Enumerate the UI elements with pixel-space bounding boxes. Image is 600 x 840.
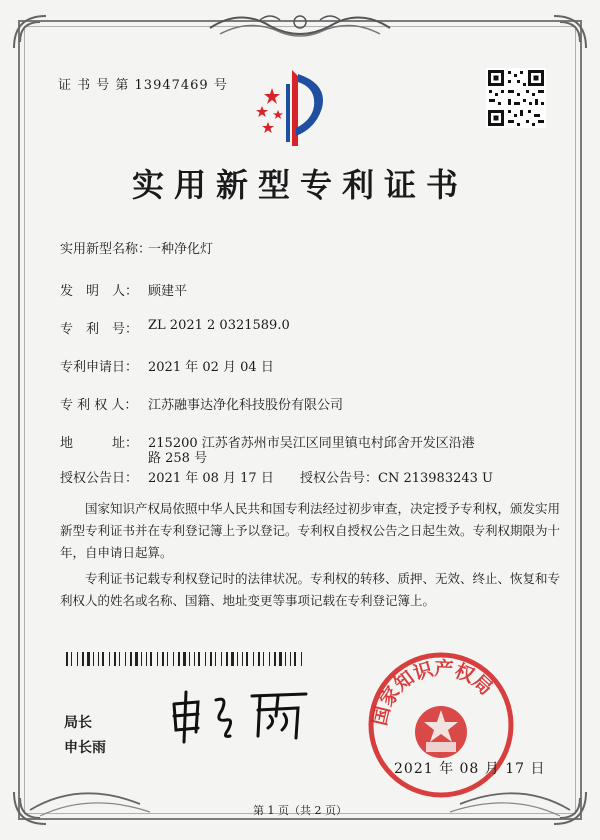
seal-date: 2021 年 08 月 17 日 <box>394 761 546 777</box>
field-patent-number <box>60 318 290 337</box>
field-value: 一种净化灯 <box>148 242 214 257</box>
address-line-2: 路 258 号 <box>148 451 208 466</box>
field-label: 实用新型名称： <box>60 242 152 257</box>
field-utility-name <box>60 238 214 257</box>
page-title: 实用新型专利证书 <box>131 166 468 204</box>
field-label: 授权公告日： <box>60 471 139 486</box>
corner-ornament-top-left <box>10 12 50 52</box>
field-value: 2021 年 08 月 17 日 <box>148 471 274 486</box>
legal-status-paragraph: 专利证书记载专利权登记时的法律状况。专利权的转移、质押、无效、终止、恢复和专利权人的姓名或名称、国籍、地址变更等事项记载在专利登记簿上。 <box>60 571 561 608</box>
field-inventor <box>60 280 188 299</box>
field-label: 地 址： <box>60 436 139 451</box>
field-grant-date <box>60 467 274 486</box>
grant-paragraph: 国家知识产权局依照中华人民共和国专利法经过初步审查，决定授予专利权，颁发实用新型专利证书并在专利登记簿上予以登记。专利权自授权公告之日起生效。专利权期限为十年，自申请日起算。 <box>60 501 561 560</box>
field-address <box>60 432 475 451</box>
field-value: 顾建平 <box>148 284 188 299</box>
handwritten-signature <box>168 686 318 746</box>
field-patent-holder <box>60 394 344 413</box>
cnipa-logo-icon <box>250 66 330 150</box>
field-value: ZL 2021 2 0321589.0 <box>148 318 290 333</box>
field-value: 江苏融事达净化科技股份有限公司 <box>148 398 344 413</box>
page-number: 第 1 页（共 2 页） <box>253 804 347 817</box>
seal-text: 国家知识产权局 <box>368 657 497 728</box>
field-value: 2021 年 02 月 04 日 <box>148 360 274 375</box>
field-label: 专 利 权 人： <box>60 398 138 413</box>
field-application-date <box>60 356 274 375</box>
certificate-number: 证 书 号 第 13947469 号 <box>58 78 228 93</box>
director-name: 申长雨 <box>64 740 106 756</box>
qr-code-icon <box>486 68 546 128</box>
field-value: 215200 江苏省苏州市吴江区同里镇屯村邱舍开发区沿港 <box>148 436 475 451</box>
director-title: 局长 <box>64 715 92 731</box>
field-label: 专利申请日： <box>60 360 139 375</box>
field-label: 授权公告号： <box>300 471 379 486</box>
barcode-icon <box>66 652 306 666</box>
corner-ornament-top-right <box>550 12 590 52</box>
field-value: CN 213983243 U <box>378 471 493 486</box>
field-label: 专 利 号： <box>60 322 139 337</box>
top-ornament <box>200 8 400 44</box>
field-grant-number <box>300 467 493 486</box>
field-label: 发 明 人： <box>60 284 139 299</box>
